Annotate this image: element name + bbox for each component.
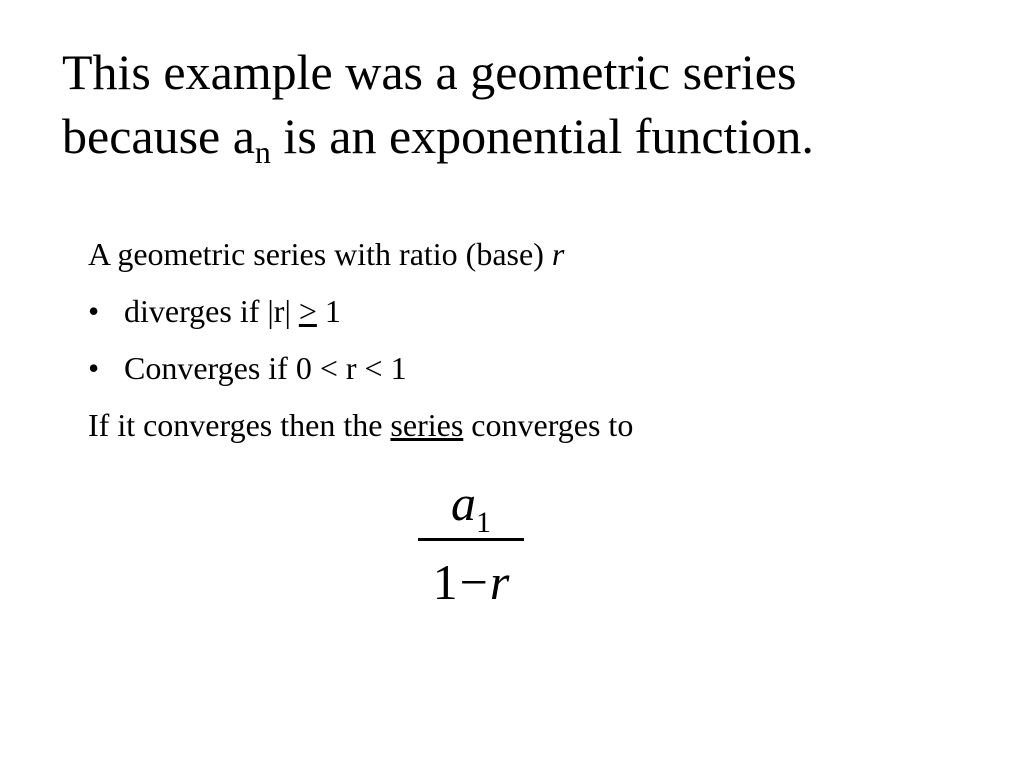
title-line-1: This example was a geometric series — [62, 44, 797, 100]
slide-body — [88, 232, 988, 460]
bullet-item-converges — [88, 346, 988, 403]
intro-text: A geometric series with ratio (base) — [88, 236, 552, 272]
intro-line — [88, 232, 988, 289]
title-line-2 — [62, 108, 814, 170]
numerator-variable: a — [451, 475, 476, 531]
diverges-value: 1 — [316, 293, 341, 329]
denominator-one: 1 — [432, 554, 458, 610]
numerator-subscript: 1 — [476, 506, 491, 539]
conclusion-text-end: converges to — [463, 407, 634, 443]
series-word: series — [390, 407, 464, 443]
converges-text: Converges if 0 < r < 1 — [124, 350, 407, 386]
bullet-glyph: • — [88, 350, 100, 386]
conclusion-line — [88, 403, 988, 460]
conclusion-text-start: If it converges then the — [88, 407, 391, 443]
title-subscript-n: n — [254, 134, 271, 170]
denominator-variable: r — [489, 554, 510, 610]
diverges-text: diverges if |r| — [124, 293, 299, 329]
bullet-item-diverges — [88, 289, 988, 346]
greater-equal-sign: > — [298, 293, 317, 329]
formula-denominator — [416, 541, 526, 623]
sum-formula — [416, 470, 526, 623]
slide-title — [62, 40, 1002, 168]
title-line-2-end: is an exponential function. — [270, 108, 814, 164]
bullet-glyph: • — [88, 293, 100, 329]
ratio-variable: r — [551, 236, 565, 272]
minus-sign: − — [459, 554, 488, 610]
formula-numerator — [416, 470, 526, 539]
title-line-2-start: because a — [62, 108, 255, 164]
